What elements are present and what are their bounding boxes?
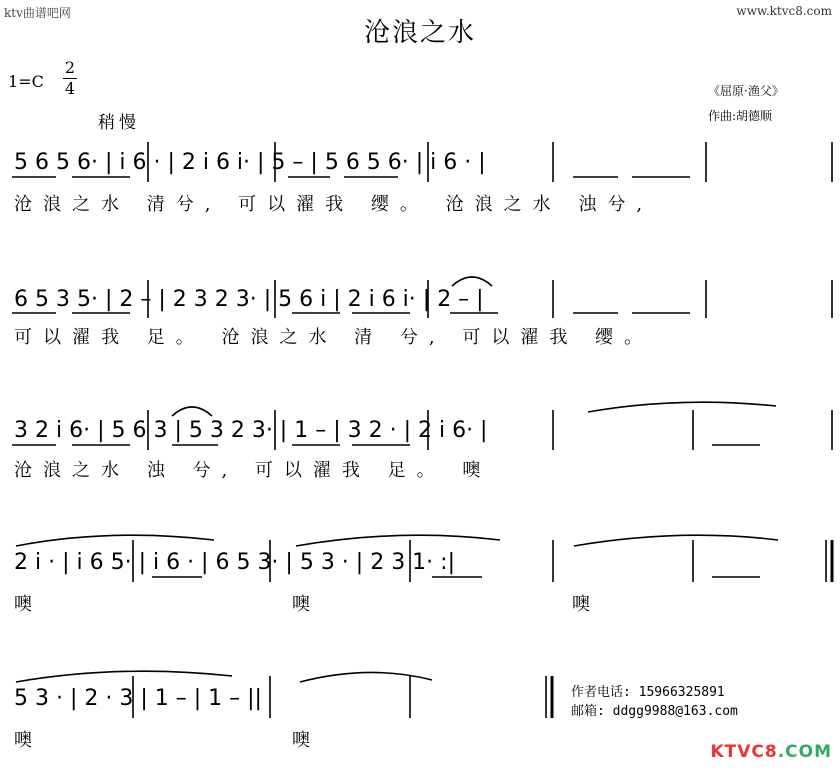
notes-line: 3 2 i 6· | 5 6 3 | 5 3 2 3· | 1 – | 3 2 · | 2 i 6· | bbox=[14, 418, 488, 443]
email-label: 邮箱: bbox=[571, 704, 605, 719]
watermark-left: ktv曲谱吧网 bbox=[4, 6, 71, 20]
lyrics-row-3: 沧浪之水 浊 兮, 可以濯我 足。 噢 bbox=[14, 460, 492, 481]
notation-row-3 bbox=[14, 418, 834, 444]
notes-line: 5 3 · | 2 · 3 | 1 – | 1 – || bbox=[14, 686, 262, 711]
song-title: 沧浪之水 bbox=[363, 18, 476, 48]
notation-row-4 bbox=[14, 550, 834, 576]
lyric-oh-2: 噢 bbox=[292, 594, 321, 615]
contact-info bbox=[571, 683, 738, 721]
notation-row-5 bbox=[14, 686, 554, 712]
email-address: ddgg9988@163.com bbox=[612, 704, 738, 719]
composer-credit: 作曲:胡德顺 bbox=[708, 109, 773, 123]
lyric-oh-3: 噢 bbox=[572, 594, 601, 615]
notation-row-1 bbox=[14, 150, 834, 176]
site-logo: KTVC8.COM bbox=[710, 742, 832, 762]
notes-line: 6 5 3 5· | 2 – | 2 3 2 3· | 5 6 i | 2 i 6 i· | 2 – | bbox=[14, 287, 484, 312]
key-signature: 1=C bbox=[8, 72, 44, 91]
lyrics-source: 《屈原·渔父》 bbox=[708, 84, 784, 98]
time-signature-top: 2 bbox=[64, 58, 76, 77]
phone-number: 15966325891 bbox=[638, 685, 725, 700]
lyrics-row-1: 沧浪之水 清兮, 可以濯我 缨。 沧浪之水 浊兮, bbox=[14, 194, 654, 215]
lyrics-row-2: 可以濯我 足。 沧浪之水 清 兮, 可以濯我 缨。 bbox=[14, 327, 654, 348]
phone-label: 作者电话: bbox=[571, 685, 631, 700]
watermark-right: www.ktvc8.com bbox=[736, 4, 832, 18]
lyric-oh-1: 噢 bbox=[14, 594, 43, 615]
notation-row-2 bbox=[14, 287, 834, 313]
tempo-marking: 稍慢 bbox=[98, 113, 140, 133]
lyric-oh-4: 噢 bbox=[14, 730, 43, 751]
notes-line: 2 i · | i 6 5· | i 6 · | 6 5 3· | 5 3 · | 2 3 1· :| bbox=[14, 550, 455, 575]
time-signature-bottom: 4 bbox=[64, 79, 76, 98]
notes-line: 5 6 5 6· | i 6 · | 2 i 6 i· | 5 – | 5 6 5 6· | i 6 · | bbox=[14, 150, 486, 175]
lyric-oh-5: 噢 bbox=[292, 730, 321, 751]
